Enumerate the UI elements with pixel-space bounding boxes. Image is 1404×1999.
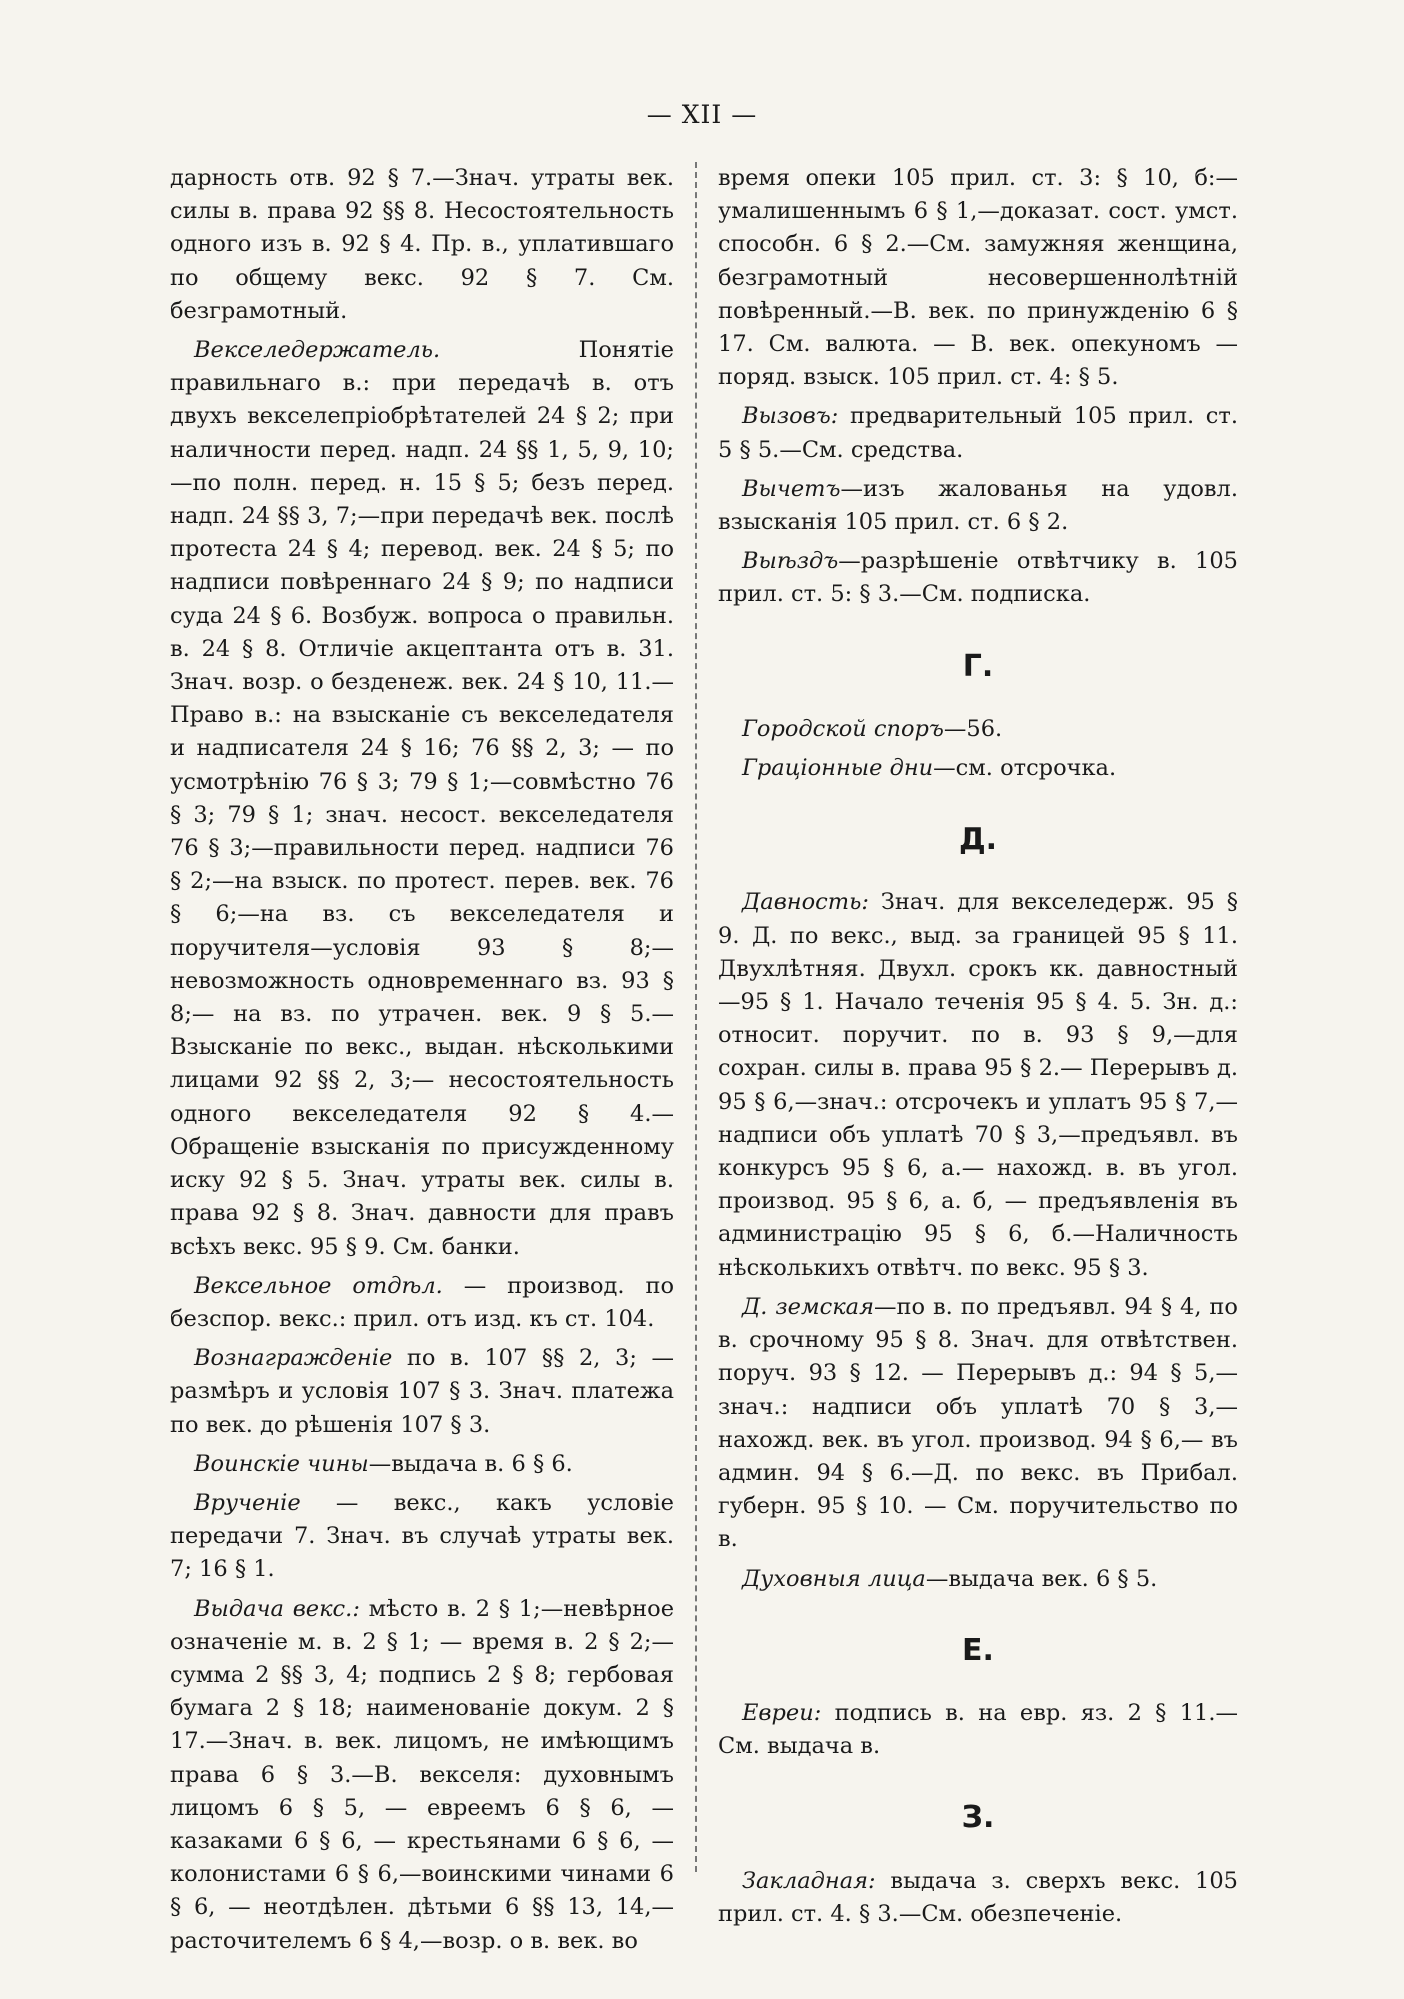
section-letter: Д.	[958, 822, 998, 858]
entry-heading: Евреи:	[742, 1699, 822, 1726]
index-entry	[718, 162, 1238, 394]
index-entry	[718, 886, 1238, 1284]
entry-text: — производ. по безспор. векс.: прил. отъ изд. къ ст. 104.	[170, 1272, 674, 1332]
page-number: — XII —	[646, 100, 758, 129]
entry-heading: Выдача векс.:	[194, 1595, 360, 1622]
index-entry	[170, 1270, 674, 1336]
index-entry	[718, 1563, 1238, 1596]
entry-heading: Векселедержатель.	[194, 337, 441, 364]
entry-text: —56.	[943, 715, 1003, 742]
index-entry	[170, 334, 674, 1264]
entry-heading: Граціонные дни	[742, 755, 934, 782]
index-entry	[718, 1865, 1238, 1931]
entry-text: —выдача век. 6 § 5.	[925, 1565, 1158, 1592]
entry-text: Знач. для векселедерж. 95 § 9. Д. по векс., выд. за границей 95 § 11. Двухлѣтняя. Двухл. срокъ кк. давностный—95 § 1. Начало теченія 95 § 4. 5. Зн. д.: относит. поручит. по в. 93 § 9,—для сохран. силы в. права 95 § 2.— Перерывъ д. 95 § 6,—знач.: отсрочекъ и уплатъ 95 § 7,—надписи объ уплатѣ 70 § 3,—предъявл. въ конкурсъ 95 § 6, а.— нахожд. в. въ угол. производ. 95 § 6, а. б, — предъявленія въ администрацію 95 § 6, б.—Наличность нѣсколькихъ отвѣтч. по векс. 95 § 3.	[718, 889, 1238, 1281]
index-entry	[718, 545, 1238, 611]
entry-text: время опеки 105 прил. ст. 3: § 10, б:— умалишеннымъ 6 § 1,—доказат. сост. умст. способн. 6 § 2.—См. замужняя женщина, безграмотный несовершеннолѣтній повѣренный.—В. век. по принужденію 6 § 17. См. валюта. — В. век. опекуномъ — поряд. взыск. 105 прил. ст. 4: § 5.	[718, 165, 1238, 391]
index-entry	[718, 1291, 1238, 1557]
right-column	[718, 162, 1238, 1937]
entry-text: Понятіе правильнаго в.: при передачѣ в. отъ двухъ векселепріобрѣтателей 24 § 2; при наличности перед. надп. 24 §§ 1, 5, 9, 10;—по полн. перед. н. 15 § 5; безъ перед. надп. 24 §§ 3, 7;—при передачѣ век. послѣ протеста 24 § 4; перевод. век. 24 § 5; по надписи повѣреннаго 24 § 9; по надписи суда 24 § 6. Возбуж. вопроса о правильн. в. 24 § 8. Отличіе акцептанта отъ в. 31. Знач. возр. о безденеж. век. 24 § 10, 11.— Право в.: на взысканіе съ векселедателя и надписателя 24 § 16; 76 §§ 2, 3; — по усмотрѣнію 76 § 3; 79 § 1;—совмѣстно 76 § 3; 79 § 1; знач. несост. векселедателя 76 § 3;—правильности перед. надписи 76 § 2;—на взыск. по протест. перев. век. 76 § 6;—на вз. съ векселедателя и поручителя—условія 93 § 8;—невозможность одновременнаго вз. 93 § 8;— на вз. по утрачен. век. 9 § 5.—Взысканіе по векс., выдан. нѣсколькими лицами 92 §§ 2, 3;— несостоятельность одного векселедателя 92 § 4.— Обращеніе взысканія по присужденному иску 92 § 5. Знач. утраты век. силы в. права 92 § 8. Знач. давности для правъ всѣхъ векс. 95 § 9. См. банки.	[170, 337, 674, 1260]
index-entry	[170, 1487, 674, 1587]
entry-heading: Городской споръ	[742, 715, 944, 742]
section-letter: З.	[961, 1800, 995, 1836]
index-entry	[718, 752, 1238, 785]
entry-text: предварительный 105 прил. ст. 5 § 5.—См. средства.	[718, 403, 1238, 463]
entry-heading: Вычетъ	[742, 475, 841, 502]
entry-heading: Вызовъ:	[742, 403, 839, 430]
entry-text: —см. отсрочка.	[933, 755, 1117, 782]
entry-heading: Духовныя лица	[742, 1565, 926, 1592]
entry-text: —разрѣшеніе отвѣтчику в. 105 прил. ст. 5: § 3.—См. подписка.	[718, 548, 1238, 608]
entry-text: —по в. по предъявл. 94 § 4, по в. срочному 95 § 8. Знач. для отвѣтствен. поруч. 93 § 12. — Перерывъ д.: 94 § 5,—знач.: надписи объ уплатѣ 70 § 3,— нахожд. век. въ угол. производ. 94 § 6,— въ админ. 94 § 6.—Д. по векс. въ Прибал. губерн. 95 § 10. — См. поручительство по в.	[718, 1293, 1238, 1553]
entry-heading: Закладная:	[742, 1867, 876, 1894]
index-entry	[170, 1593, 674, 1958]
column-divider	[695, 162, 697, 1872]
left-column	[170, 162, 674, 1964]
entry-text: по в. 107 §§ 2, 3; — размѣръ и условія 107 § 3. Знач. платежа по век. до рѣшенія 107 § 3.	[170, 1345, 674, 1438]
entry-text: дарность отв. 92 § 7.—Знач. утраты век. силы в. права 92 §§ 8. Несостоятельность одного изъ в. 92 § 4. Пр. в., уплатившаго по общему векс. 92 § 7. См. безграмотный.	[170, 165, 674, 324]
entry-text: — векс., какъ условіе передачи 7. Знач. въ случаѣ утраты век. 7; 16 § 1.	[170, 1489, 674, 1583]
entry-heading: Вознагражденіе	[194, 1345, 393, 1372]
index-entry	[718, 713, 1238, 746]
entry-text: мѣсто в. 2 § 1;—невѣрное означеніе м. в. 2 § 1; — время в. 2 § 2;—сумма 2 §§ 3, 4; подпись 2 § 8; гербовая бумага 2 § 18; наименованіе докум. 2 § 17.—Знач. в. век. лицомъ, не имѣющимъ права 6 § 3.—В. векселя: духовнымъ лицомъ 6 § 5, — евреемъ 6 § 6, — казаками 6 § 6, — крестьянами 6 § 6, — колонистами 6 § 6,—воинскими чинами 6 § 6, — неотдѣлен. дѣтьми 6 §§ 13, 14,— расточителемъ 6 § 4,—возр. о в. век. во	[170, 1595, 675, 1954]
entry-text: —изъ жалованья на удовл. взысканія 105 прил. ст. 6 § 2.	[718, 475, 1238, 536]
entry-heading: Врученіе	[194, 1489, 301, 1516]
index-entry	[170, 162, 674, 328]
entry-heading: Воинскіе чины	[194, 1450, 369, 1477]
index-entry	[718, 473, 1238, 539]
entry-heading: Давность:	[742, 889, 869, 916]
entry-text: подпись в. на евр. яз. 2 § 11.— См. выдача в.	[718, 1699, 1238, 1760]
entry-heading: Вексельное отдѣл.	[194, 1272, 443, 1299]
index-entry	[718, 1697, 1238, 1763]
index-entry	[170, 1448, 674, 1481]
index-entry	[718, 400, 1238, 466]
section-letter: Г.	[962, 648, 994, 684]
entry-text: выдача з. сверхъ векс. 105 прил. ст. 4. § 3.—См. обезпеченіе.	[718, 1867, 1238, 1927]
section-letter: Е.	[962, 1632, 994, 1668]
index-entry	[170, 1342, 674, 1442]
entry-text: —выдача в. 6 § 6.	[368, 1450, 573, 1477]
entry-heading: Д. земская	[742, 1293, 874, 1320]
entry-heading: Выѣздъ	[742, 548, 839, 575]
